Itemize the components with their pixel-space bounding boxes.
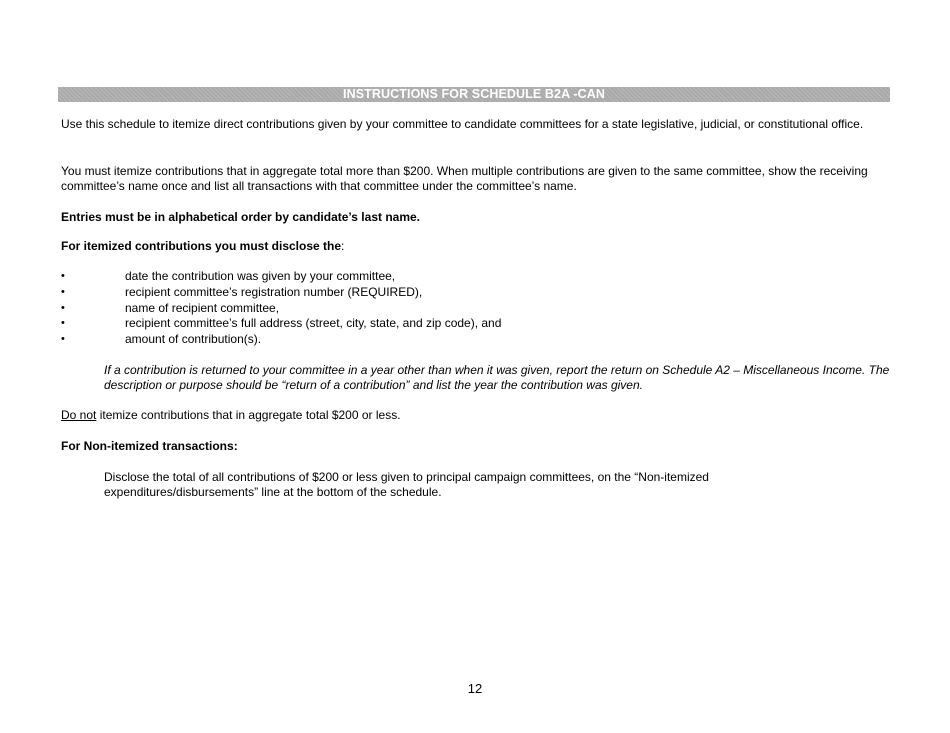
aggregate-paragraph: You must itemize contributions that in aggregate total more than $200. When multiple contributions are given to the same committee, show the receiving committee’s name once and list all transactions with that committee under the committee’s name. — [61, 164, 868, 193]
list-item-text: amount of contribution(s). — [125, 332, 262, 347]
non-itemized-paragraph: Disclose the total of all contributions of $200 or less given to principal campaign committees, on the “Non-itemized expenditures/disbursements” line at the bottom of the schedule. — [104, 470, 709, 499]
section-title: INSTRUCTIONS FOR SCHEDULE B2A -CAN — [343, 87, 605, 101]
section-header-bar — [58, 87, 890, 102]
do-not-rest: itemize contributions that in aggregate total $200 or less. — [96, 408, 401, 422]
list-item-text: recipient committee’s full address (street, city, state, and zip code), and — [125, 316, 502, 331]
itemized-heading-colon: : — [341, 239, 345, 253]
list-item — [61, 285, 761, 301]
do-not-itemize-paragraph — [61, 408, 896, 423]
alphabetical-order-note: Entries must be in alphabetical order by candidate’s last name. — [61, 210, 420, 224]
list-item-text: date the contribution was given by your committee, — [125, 269, 396, 283]
page-number: 12 — [467, 681, 483, 696]
list-item — [61, 332, 761, 348]
bullet-icon: • — [61, 317, 65, 330]
list-item — [61, 269, 761, 285]
list-item-text: name of recipient committee, — [125, 300, 280, 315]
non-itemized-heading: For Non-itemized transactions: — [61, 439, 238, 453]
list-item — [61, 316, 761, 332]
bullet-icon: • — [61, 301, 65, 314]
itemized-heading-bold: For itemized contributions you must disclose the — [61, 239, 342, 253]
list-item — [61, 301, 761, 317]
returned-contribution-note: If a contribution is returned to your committee in a year other than when it was given, report the return on Schedule A2 – Miscellaneous Income. The description or purpose should be “return of a contribution” and list the year the contribution was given. — [104, 363, 890, 392]
bullet-icon: • — [61, 285, 65, 298]
do-not-underlined: Do not — [61, 408, 97, 422]
bullet-icon: • — [61, 270, 65, 282]
list-item-text: recipient committee’s registration number (REQUIRED), — [125, 284, 423, 299]
itemized-heading — [61, 239, 896, 254]
bullet-icon: • — [61, 333, 65, 346]
intro-paragraph: Use this schedule to itemize direct contributions given by your committee to candidate committees for a state legislative, judicial, or constitutional office. — [61, 117, 864, 131]
itemized-disclosure-list — [61, 269, 761, 348]
